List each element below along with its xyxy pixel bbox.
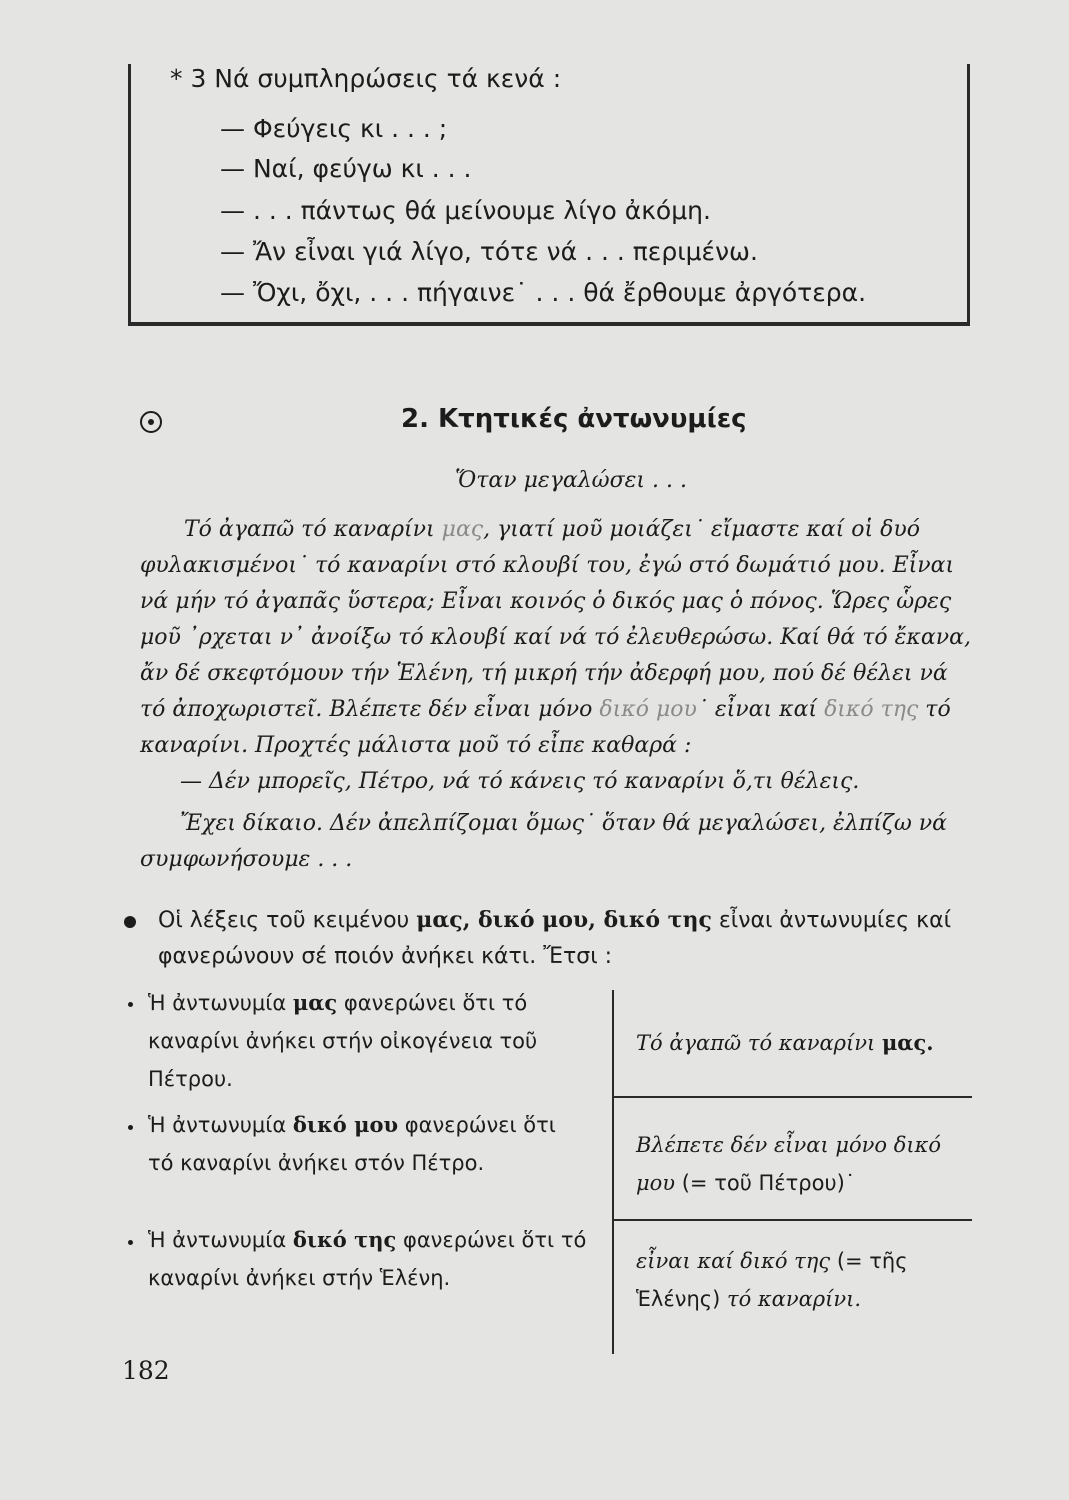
story-text: τό καναρίνι. Προχτές μάλιστα μοῦ τό εἶπε καθαρά : [140, 697, 951, 758]
table-divider [612, 1096, 972, 1098]
story-paragraph: Ἔχει δίκαιο. Δέν ἀπελπίζομαι ὅμως˙ ὅταν θά μεγαλώσει, ἐλπίζω νά συμφωνήσουμε . . . [140, 811, 947, 872]
table-text: Ἡ ἀντωνυμία [148, 991, 293, 1015]
table-right-cell [636, 1024, 966, 1062]
table-bold: μας. [881, 1030, 934, 1055]
table-left-item [148, 1106, 588, 1182]
story-text: ˙ εἶναι καί [696, 697, 825, 722]
table-right-cell [636, 1242, 966, 1318]
target-icon [140, 411, 162, 433]
table-right-cell [636, 1126, 966, 1202]
table-text: Ἡ ἀντωνυμία [148, 1228, 293, 1252]
story-highlight: μας [441, 517, 484, 542]
exercise-line: — Ὄχι, ὄχι, . . . πήγαινε˙ . . . θά ἔρθουμε ἀργότερα. [220, 278, 867, 307]
exercise-title: * 3 Νά συμπληρώσεις τά κενά : [170, 64, 562, 93]
exercise-line: — Φεύγεις κι . . . ; [220, 114, 448, 143]
exercise-line: — . . . πάντως θά μείνουμε λίγο ἀκόμη. [220, 196, 711, 225]
table-text: φανερώνει ὅτι τό καναρίνι ἀνήκει στήν Ἑλένη. [148, 1228, 587, 1290]
explanation-text [158, 902, 978, 975]
table-text: Ἡ ἀντωνυμία [148, 1113, 293, 1137]
bullet-icon [124, 916, 136, 928]
story-highlight: δικό της [824, 697, 919, 722]
table-text: εἶναι καί δικό της [636, 1249, 837, 1273]
table-text: φανερώνει ὅτι τό καναρίνι ἀνήκει στόν Πέτρο. [148, 1113, 556, 1175]
story-text: , γιατί μοῦ μοιάζει˙ εἴμαστε καί οἱ δυό φυλακισμένοι˙ τό καναρίνι στό κλουβί του, ἐγώ στό δωμάτιό μου. Εἶναι νά μήν τό ἀγαπᾶς ὕστερα; Εἶναι κοινός ὁ δικός μας ὁ πόνος. Ὥρες ὧρες μοῦ ᾽ρχεται ν᾽ ἀνοίξω τό κλουβί καί νά τό ἐλευθερώσω. Καί θά τό ἔκανα, ἄν δέ σκεφτόμουν τήν Ἑλένη, τή μικρή τήν ἀδερφή μου, πού δέ θέλει νά τό ἀποχωριστεῖ. Βλέπετε δέν εἶναι μόνο [140, 517, 971, 722]
table-bold: μας [292, 990, 338, 1015]
table-left-item [148, 984, 588, 1098]
bullet-icon [128, 1002, 133, 1007]
table-text: Βλέπετε δέν εἶναι μόνο δικό μου [636, 1133, 942, 1195]
bullet-icon [128, 1125, 133, 1130]
table-text: (= τοῦ Πέτρου)˙ [681, 1171, 856, 1195]
story-dialogue: — Δέν μπορεῖς, Πέτρο, νά τό κάνεις τό καναρίνι ὅ,τι θέλεις. [180, 769, 860, 794]
table-bold: δικό μου [292, 1112, 399, 1137]
exercise-line: — Ναί, φεύγω κι . . . [220, 154, 472, 183]
exercise-line: — Ἄν εἶναι γιά λίγο, τότε νά . . . περιμένω. [220, 237, 758, 266]
story-highlight: δικό μου [599, 697, 697, 722]
story-title: Ὅταν μεγαλώσει . . . [455, 468, 687, 493]
page-number: 182 [122, 1356, 170, 1385]
table-divider [612, 1219, 972, 1221]
table-divider [612, 990, 614, 1354]
section-title: 2. Κτητικές ἀντωνυμίες [401, 404, 747, 434]
story-paragraph [140, 512, 974, 764]
story-text: Τό ἀγαπῶ τό καναρίνι [184, 517, 442, 542]
table-text: Τό ἀγαπῶ τό καναρίνι [636, 1031, 882, 1055]
explanation-part: εἶναι ἀντωνυμίες καί φανερώνουν σέ ποιόν ἀνήκει κάτι. Ἔτσι : [158, 908, 952, 969]
table-text: (= τῆς Ἑλένης) [636, 1249, 908, 1311]
table-left-item [148, 1221, 588, 1297]
table-text: τό καναρίνι. [720, 1287, 862, 1311]
bullet-icon [128, 1240, 133, 1245]
table-bold: δικό της [292, 1227, 397, 1252]
explanation-part: Οἱ λέξεις τοῦ κειμένου [158, 908, 417, 933]
explanation-bold: μας, δικό μου, δικό της [416, 907, 712, 933]
table-text: φανερώνει ὅτι τό καναρίνι ἀνήκει στήν οἰκογένεια τοῦ Πέτρου. [148, 991, 538, 1091]
